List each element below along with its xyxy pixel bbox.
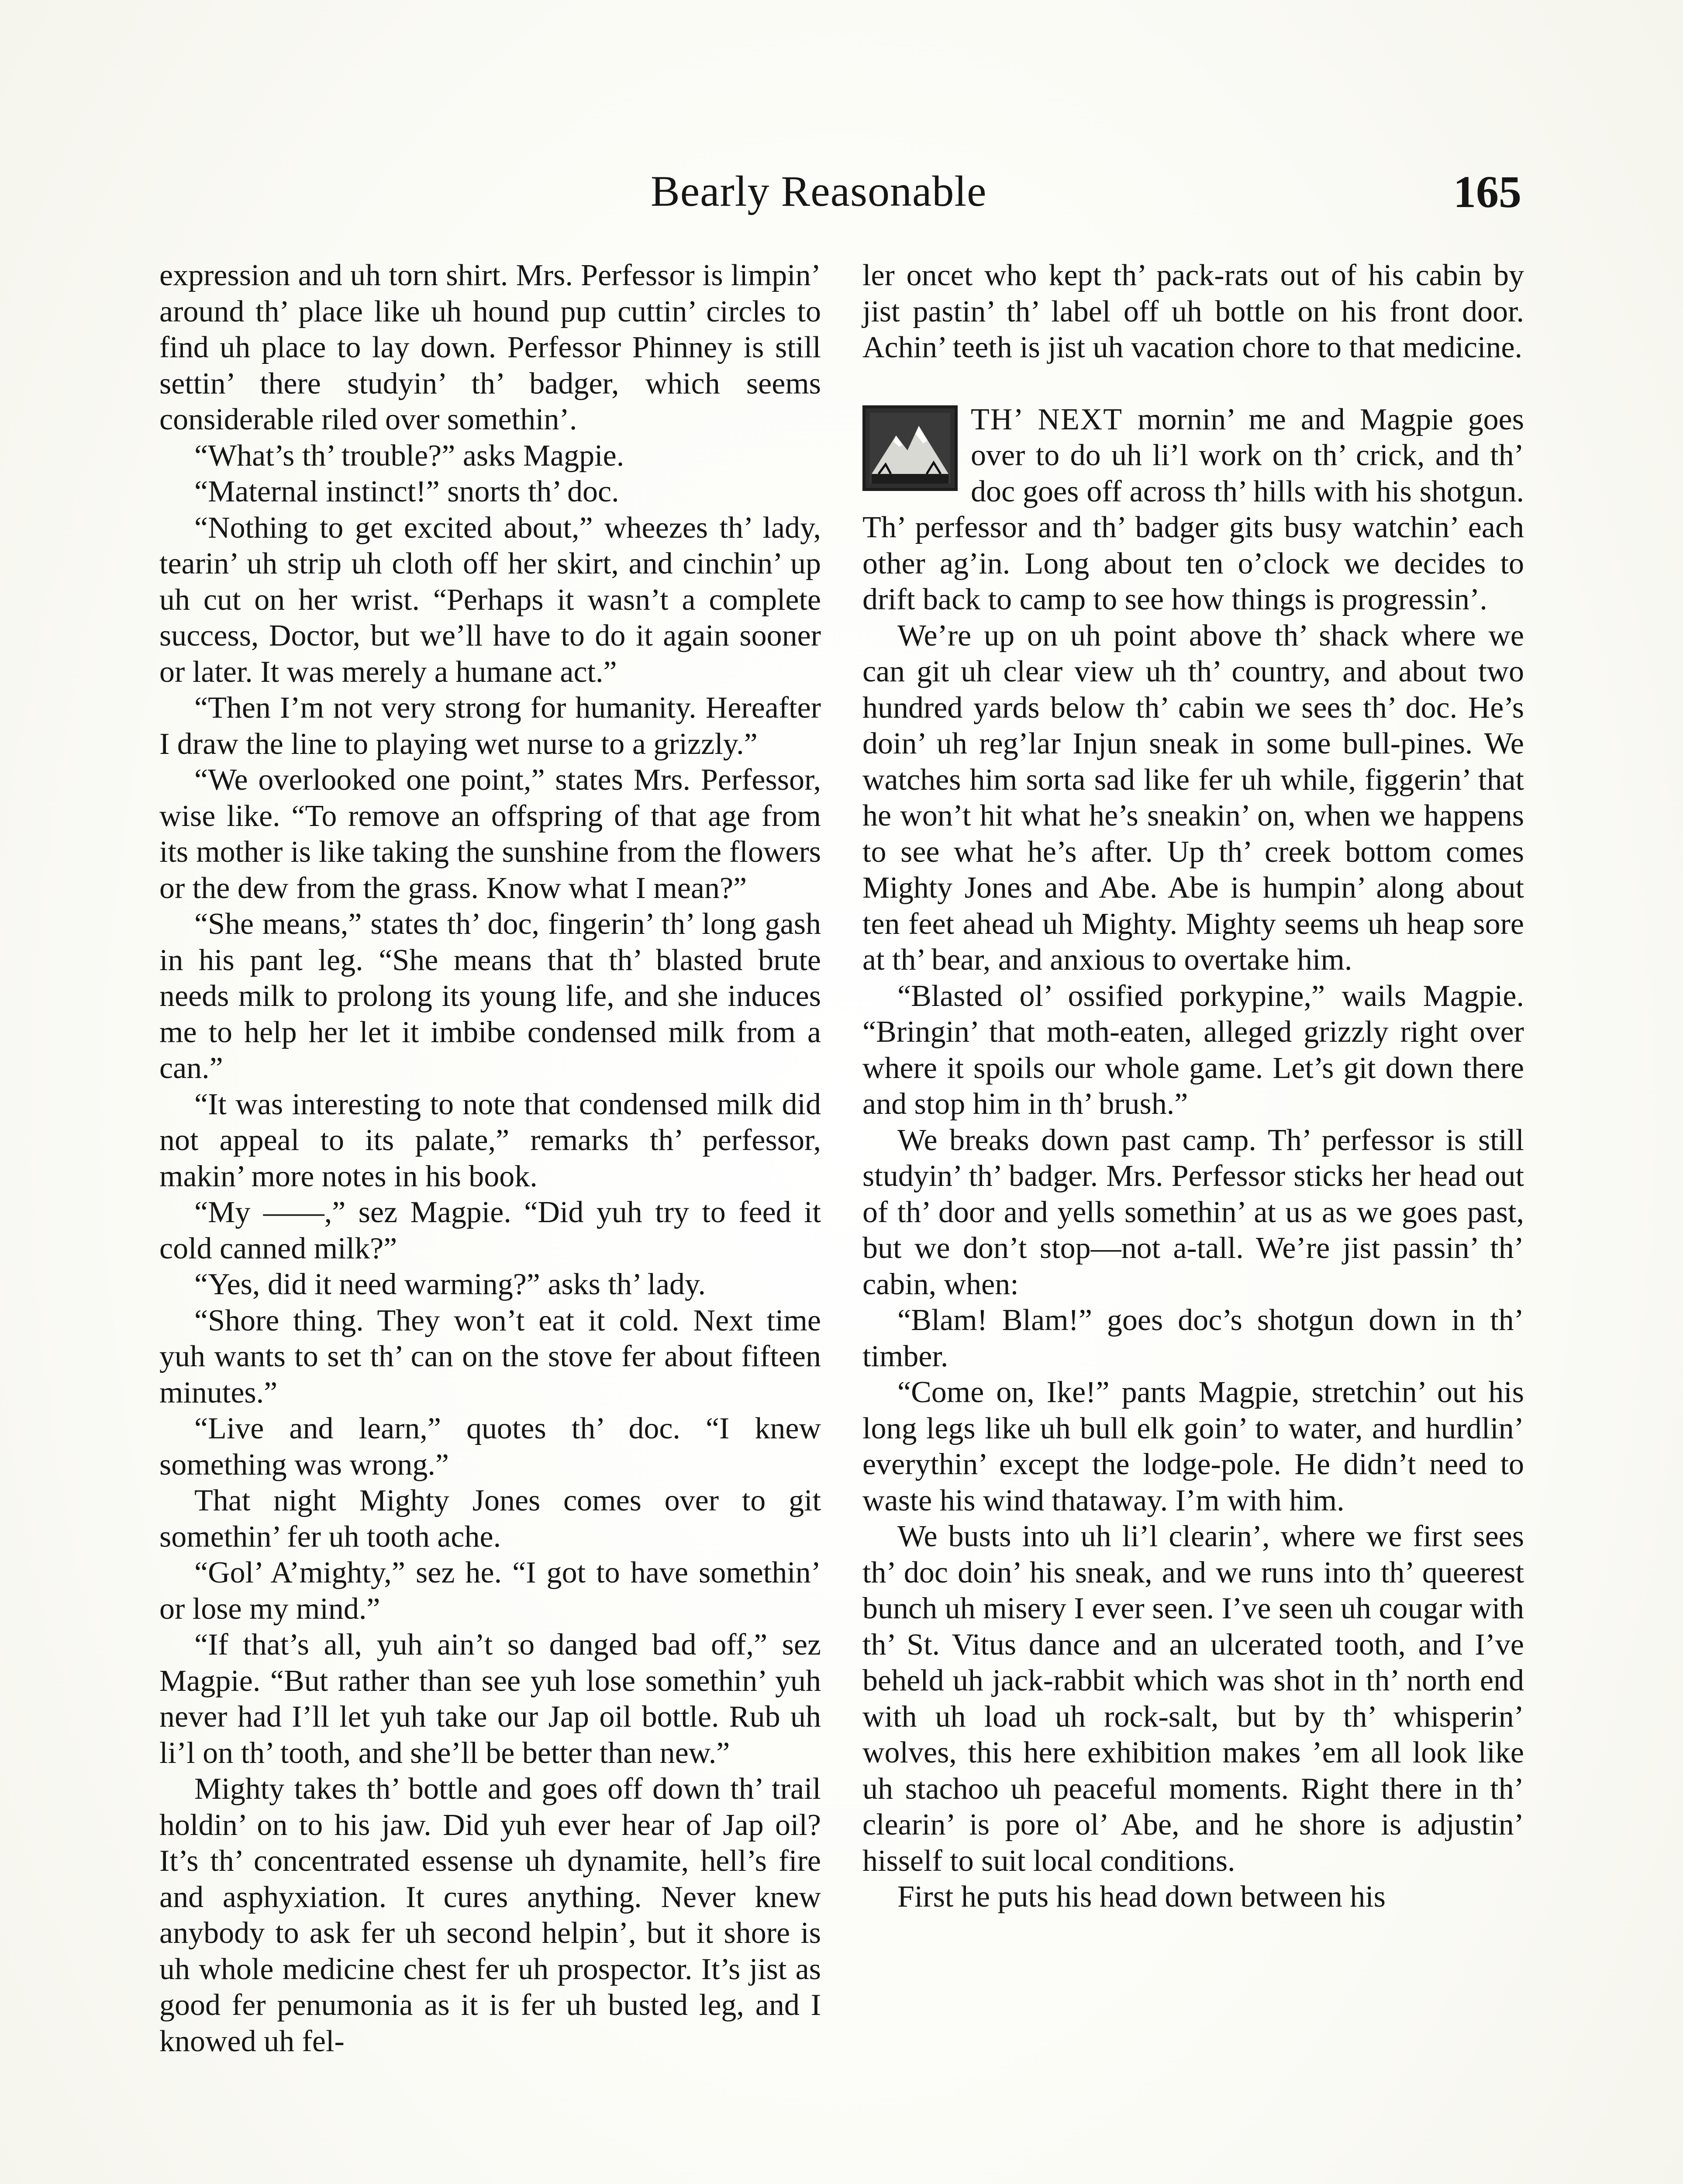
section-opening-caps: TH’ NEXT xyxy=(971,402,1123,436)
section-opening-text: mornin’ me and Magpie goes over to do uh li’l work on th’ crick, and th’ doc goes off across th’ hills with his shotgun. Th’ perfessor and th’ badger gits busy watchin’ each other ag’in. Long about ten o’clock we decides to drift back to camp to see how things is progressin’. xyxy=(862,402,1524,616)
section-opening-paragraph xyxy=(862,402,1524,618)
paragraph: We busts into uh li’l clearin’, where we first sees th’ doc doin’ his sneak, and we runs into th’ queerest bunch uh misery I ever seen. I’ve seen uh cougar with th’ St. Vitus dance and an ulcerated tooth, and I’ve beheld uh jack-rabbit which was shot in th’ north end with uh load uh rock-salt, but by th’ whisperin’ wolves, this here exhibition makes ’em all look like uh stachoo uh peaceful moments. Right there in th’ clearin’ is pore ol’ Abe, and he shore is adjustin’ hisself to suit local conditions. xyxy=(862,1520,1524,1878)
paragraph: “Maternal instinct!” snorts th’ doc. xyxy=(194,475,619,508)
mountain-vignette-icon xyxy=(862,405,958,491)
page-number: 165 xyxy=(1453,167,1521,217)
left-text-column xyxy=(159,258,821,2060)
paragraph: “Shore thing. They won’t eat it cold. Next time yuh wants to set th’ can on the stove fer about fifteen minutes.” xyxy=(159,1303,821,1410)
paragraph: “We overlooked one point,” states Mrs. Perfessor, wise like. “To remove an offspring of that age from its mother is like taking the sunshine from the flowers or the dew from the grass. Know what I mean?” xyxy=(159,763,821,905)
paragraph: “She means,” states th’ doc, fingerin’ th’ long gash in his pant leg. “She means that th’ blasted brute needs milk to prolong its young life, and she induces me to help her let it imbibe condensed milk from a can.” xyxy=(159,907,821,1085)
paragraph: Mighty takes th’ bottle and goes off down th’ trail holdin’ on to his jaw. Did yuh ever hear of Jap oil? It’s th’ concentrated essense uh dynamite, hell’s fire and asphyxiation. It cures anything. Never knew anybody to ask fer uh second helpin’, but it shore is uh whole medicine chest fer uh prospector. It’s jist as good fer penumonia as it is fer uh busted leg, and I knowed uh fel- xyxy=(159,1772,821,2058)
paragraph: “Blam! Blam!” goes doc’s shotgun down in th’ timber. xyxy=(862,1303,1524,1373)
paragraph: That night Mighty Jones comes over to git somethin’ fer uh tooth ache. xyxy=(159,1484,821,1554)
paragraph: “Come on, Ike!” pants Magpie, stretchin’ out his long legs like uh bull elk goin’ to water, and hurdlin’ everythin’ except the lodge-pole. He didn’t need to waste his wind thataway. I’m with him. xyxy=(862,1375,1524,1517)
paragraph: “Nothing to get excited about,” wheezes th’ lady, tearin’ uh strip uh cloth off her skirt, and cinchin’ up uh cut on her wrist. “Perhaps it wasn’t a complete success, Doctor, but we’ll have to do it again sooner or later. It was merely a humane act.” xyxy=(159,511,821,689)
paragraph: expression and uh torn shirt. Mrs. Perfessor is limpin’ around th’ place like uh hound pup cuttin’ circles to find uh place to lay down. Perfessor Phinney is still settin’ there studyin’ th’ badger, which seems considerable riled over somethin’. xyxy=(159,259,821,436)
paragraph: ler oncet who kept th’ pack-rats out of his cabin by jist pastin’ th’ label off uh bottle on his front door. Achin’ teeth is jist uh vacation chore to that medicine. xyxy=(862,259,1524,364)
paragraph: “Gol’ A’mighty,” sez he. “I got to have somethin’ or lose my mind.” xyxy=(159,1556,821,1626)
paragraph: “If that’s all, yuh ain’t so danged bad off,” sez Magpie. “But rather than see yuh lose somethin’ yuh never had I’ll let yuh take our Jap oil bottle. Rub uh li’l on th’ tooth, and she’ll be better than new.” xyxy=(159,1628,821,1770)
paragraph: We breaks down past camp. Th’ perfessor is still studyin’ th’ badger. Mrs. Perfessor sticks her head out of th’ door and yells somethin’ at us as we goes past, but we don’t stop—not a-tall. We’re jist passin’ th’ cabin, when: xyxy=(862,1123,1524,1301)
paragraph: We’re up on uh point above th’ shack where we can git uh clear view uh th’ country, and about two hundred yards below th’ cabin we sees th’ doc. He’s doin’ uh reg’lar Injun sneak in some bull-pines. We watches him sorta sad like fer uh while, figgerin’ that he won’t hit what he’s sneakin’ on, when we happens to see what he’s after. Up th’ creek bottom comes Mighty Jones and Abe. Abe is humpin’ along about ten feet ahead uh Mighty. Mighty seems uh heap sore at th’ bear, and anxious to overtake him. xyxy=(862,619,1524,977)
paragraph: “It was interesting to note that condensed milk did not appeal to its palate,” remarks th’ perfessor, makin’ more notes in his book. xyxy=(159,1087,821,1193)
paragraph: “Live and learn,” quotes th’ doc. “I knew something was wrong.” xyxy=(159,1412,821,1482)
paragraph: First he puts his head down between his xyxy=(897,1880,1386,1914)
right-text-column xyxy=(862,258,1524,1915)
paragraph: “Blasted ol’ ossified porkypine,” wails Magpie. “Bringin’ that moth-eaten, alleged grizzly right over where it spoils our whole game. Let’s git down there and stop him in th’ brush.” xyxy=(862,979,1524,1121)
paragraph: “What’s th’ trouble?” asks Magpie. xyxy=(194,439,624,473)
running-head: Bearly Reasonable xyxy=(651,167,987,215)
paragraph: “Then I’m not very strong for humanity. Hereafter I draw the line to playing wet nurse to a grizzly.” xyxy=(159,691,821,761)
paragraph: “Yes, did it need warming?” asks th’ lady. xyxy=(194,1268,706,1301)
paragraph: “My ——,” sez Magpie. “Did yuh try to feed it cold canned milk?” xyxy=(159,1196,821,1265)
